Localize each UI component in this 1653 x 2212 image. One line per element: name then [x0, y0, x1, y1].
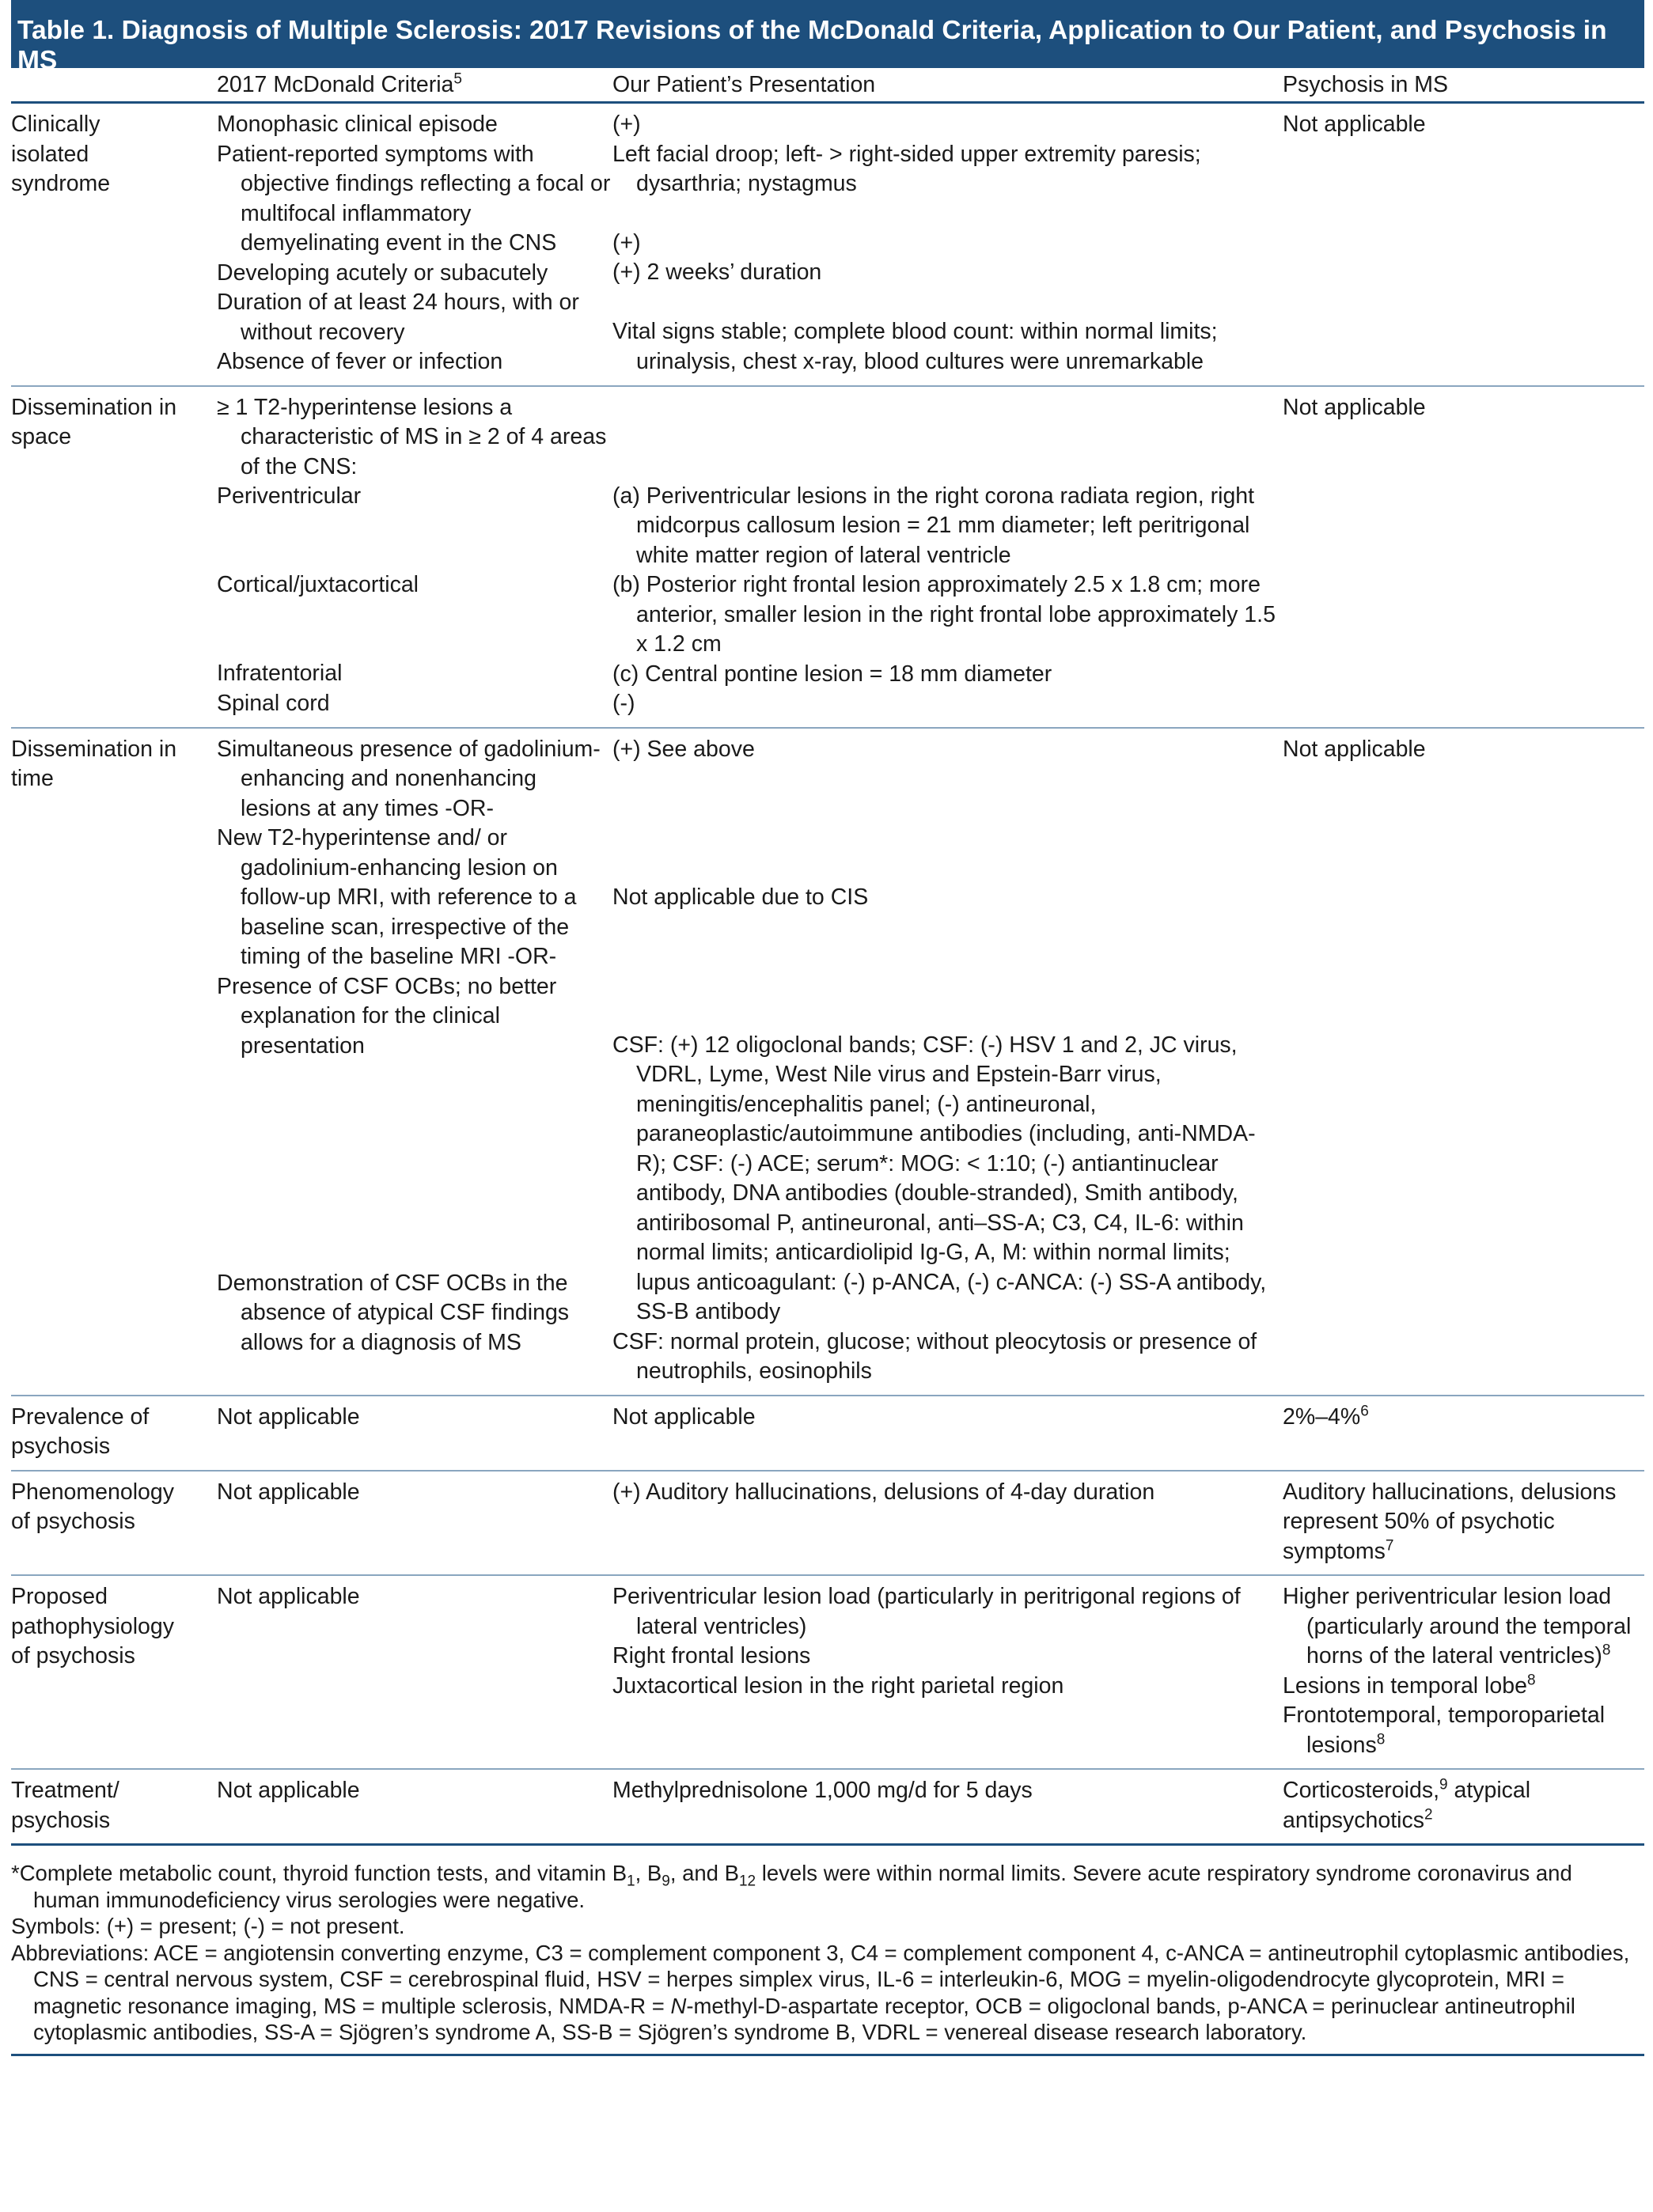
bottom-rule	[11, 2054, 1644, 2056]
section-cis	[11, 103, 1644, 386]
section-phenomenology	[11, 1471, 1644, 1576]
table-footnotes	[11, 1860, 1644, 2046]
psychosis-item: Corticosteroids,$^9$ atypical antipsychotics$^2$	[1283, 1776, 1531, 1833]
criterion-item: Monophasic clinical episode	[217, 112, 498, 137]
criterion-item: Demonstration of CSF OCBs in the absence of atypical CSF findings allows for a diagnosis of MS	[217, 1270, 570, 1355]
category-label: Prevalence of psychosis	[11, 1403, 150, 1459]
criterion-item: Infratentorial	[217, 661, 343, 686]
category-label: Phenomenology of psychosis	[11, 1479, 174, 1534]
header-psychosis: Psychosis in MS	[1283, 72, 1449, 97]
patient-item: (a) Periventricular lesions in the right corona radiata region, right midcorpus callosum lesion = 21 mm diameter; left peritrigonal white matter region of lateral ventricle	[612, 483, 1255, 568]
psychosis-item: Frontotemporal, temporoparietal lesions$^8$	[1283, 1703, 1606, 1758]
table-page	[11, 0, 1644, 2056]
reference-number: 8	[1526, 1672, 1536, 1688]
patient-item: Methylprednisolone 1,000 mg/d for 5 days	[612, 1778, 1033, 1803]
criterion-item: Duration of at least 24 hours, with or without recovery	[217, 290, 579, 345]
patient-item	[612, 393, 1283, 482]
section-pathophysiology	[11, 1575, 1644, 1769]
table-title: Table 1. Diagnosis of Multiple Sclerosis: 2017 Revisions of the McDonald Criteria, Application to Our Patient, and Psychosis in MS	[11, 0, 1644, 68]
patient-item: Right frontal lesions	[612, 1643, 811, 1668]
reference-number: 8	[1376, 1731, 1386, 1748]
patient-item: Vital signs stable; complete blood count: within normal limits; urinalysis, chest x-ray, blood cultures were unremarkable	[612, 319, 1218, 374]
section-dis	[11, 386, 1644, 728]
category-label: Dissemination in space	[11, 394, 177, 449]
criterion-item: New T2-hyperintense and/ or gadolinium-enhancing lesion on follow-up MRI, with reference to a baseline scan, irrespective of the timing of the baseline MRI -OR-	[217, 825, 577, 969]
patient-item: Not applicable	[612, 1403, 756, 1430]
footnote-abbreviations: Abbreviations: ACE = angiotensin converting enzyme, C3 = complement component 3, C4 = complement component 4, c-ANCA = antineutrophil cytoplasmic antibodies, CNS = central nervous system, CSF = cerebrospinal fluid, HSV = herpes simplex virus, IL-6 = interleukin-6, MOG = myelin-oligodendrocyte glycoprotein, MRI = magnetic resonance imaging, MS = multiple sclerosis, NMDA-R = N-methyl-D-aspartate receptor, OCB = oligoclonal bands, p-ANCA = perinuclear antineutrophil cytoplasmic antibodies, SS-A = Sjögren’s syndrome A, SS-B = Sjögren’s syndrome B, VDRL = venereal disease research laboratory.	[11, 1940, 1630, 2044]
criterion-item: ≥ 1 T2-hyperintense lesions a characteristic of MS in ≥ 2 of 4 areas of the CNS:	[217, 394, 607, 479]
patient-item: (+) See above	[612, 736, 755, 762]
header-row	[11, 68, 1644, 103]
patient-item: Not applicable due to CIS	[612, 884, 869, 910]
section-treatment	[11, 1769, 1644, 1845]
patient-item: (-)	[612, 691, 635, 716]
psychosis-item: Higher periventricular lesion load (particularly around the temporal horns of the lateral ventricles)$^8$	[1283, 1584, 1632, 1668]
psychosis-item: Not applicable	[1283, 394, 1426, 420]
reference-number: 8	[1602, 1642, 1611, 1659]
criterion-item: Not applicable	[217, 1778, 360, 1803]
criterion-item: Presence of CSF OCBs; no better explanation for the clinical presentation	[217, 973, 557, 1059]
psychosis-item: Not applicable	[1283, 112, 1426, 137]
criterion-item: Simultaneous presence of gadolinium-enhancing and nonenhancing lesions at any times -OR-	[217, 736, 601, 821]
reference-number: 2	[1424, 1806, 1433, 1823]
category-label: Proposed pathophysiology of psychosis	[11, 1584, 174, 1668]
header-criteria-ref: 5	[453, 70, 462, 88]
psychosis-item: Auditory hallucinations, delusions represent 50% of psychotic symptoms$^7$	[1283, 1479, 1617, 1564]
category-label: Clinically isolated syndrome	[11, 112, 111, 196]
patient-item: Periventricular lesion load (particularly in peritrigonal regions of lateral ventricles)	[612, 1584, 1241, 1639]
patient-item: (b) Posterior right frontal lesion approximately 2.5 x 1.8 cm; more anterior, smaller lesion in the right frontal lobe approximately 1.5 x 1.2 cm	[612, 572, 1276, 657]
reference-number: 7	[1385, 1537, 1394, 1554]
section-prevalence	[11, 1396, 1644, 1471]
criterion-item: Not applicable	[217, 1479, 360, 1505]
criterion-item: Not applicable	[217, 1403, 360, 1430]
criterion-item: Periventricular	[217, 483, 362, 509]
patient-item: CSF: (+) 12 oligoclonal bands; CSF: (-) HSV 1 and 2, JC virus, VDRL, Lyme, West Nile virus and Epstein-Barr virus, meningitis/encephalitis panel; (-) antineuronal, paraneoplastic/autoimmune antibodies (including, anti-NMDA-R); CSF: (-) ACE; serum*: MOG: < 1:10; (-) antiantinuclear antibody, DNA antibodies (double-stranded), Smith antibody, antiribosomal P, antineuronal, anti–SS-A; C3, C4, IL-6: within normal limits; anticardiolipid Ig-G, A, M: within normal limits; lupus anticoagulant: (-) p-ANCA, (-) c-ANCA: (-) SS-A antibody, SS-B antibody	[612, 1032, 1267, 1324]
criterion-item: Absence of fever or infection	[217, 349, 503, 374]
patient-item: (+)	[612, 229, 641, 256]
category-label: Treatment/ psychosis	[11, 1778, 119, 1833]
reference-number: 9	[1439, 1776, 1448, 1793]
reference-number: 6	[1360, 1403, 1369, 1419]
patient-item: (c) Central pontine lesion = 18 mm diameter	[612, 661, 1052, 687]
patient-item: CSF: normal protein, glucose; without pleocytosis or presence of neutrophils, eosinophils	[612, 1328, 1257, 1384]
header-criteria: 2017 McDonald Criteria$^5$	[217, 70, 462, 97]
criterion-item: Patient-reported symptoms with objective findings reflecting a focal or multifocal inflammatory demyelinating event in the CNS	[217, 141, 611, 256]
footnote-star: *Complete metabolic count, thyroid function tests, and vitamin $B_1$, $B_9$, and $B_{12}$ levels were within normal limits. Severe acute respiratory syndrome coronavirus and human immunodeficiency virus serologies were negative.	[11, 1861, 1572, 1912]
category-label: Dissemination in time	[11, 736, 177, 791]
patient-item: (+) 2 weeks’ duration	[612, 259, 822, 285]
psychosis-item: 2%–4%$^6$	[1283, 1403, 1369, 1430]
criteria-table	[11, 68, 1644, 1846]
patient-item: Left facial droop; left- > right-sided upper extremity paresis; dysarthria; nystagmus	[612, 141, 1201, 196]
criterion-item: Cortical/juxtacortical	[217, 572, 419, 597]
criterion-item: Spinal cord	[217, 690, 330, 716]
psychosis-item: Not applicable	[1283, 736, 1426, 762]
psychosis-item: Lesions in temporal lobe$^8$	[1283, 1672, 1536, 1699]
criterion-item: Not applicable	[217, 1584, 360, 1609]
footnote-symbols: Symbols: (+) = present; (-) = not present.	[11, 1914, 405, 1938]
criterion-item: Developing acutely or subacutely	[217, 259, 548, 286]
patient-item: (+) Auditory hallucinations, delusions of 4-day duration	[612, 1479, 1155, 1505]
section-dit	[11, 728, 1644, 1396]
patient-item: (+)	[612, 112, 641, 137]
patient-item: Juxtacortical lesion in the right parietal region	[612, 1672, 1064, 1699]
header-patient: Our Patient’s Presentation	[612, 72, 876, 97]
